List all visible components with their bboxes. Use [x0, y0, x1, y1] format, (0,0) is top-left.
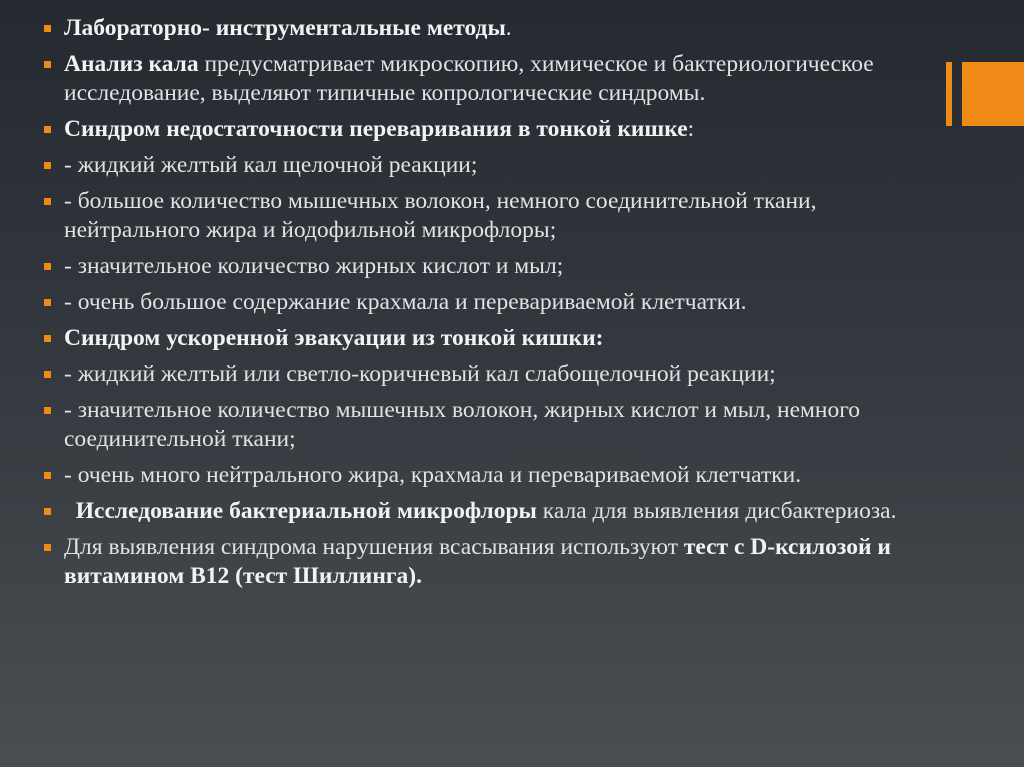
bullet-icon: [44, 61, 51, 68]
list-item: [44, 396, 956, 454]
item-text: :: [687, 116, 695, 142]
item-text: - жидкий желтый кал щелочной реакции;: [64, 152, 478, 178]
bullet-icon: [44, 472, 51, 479]
bullet-icon: [44, 544, 51, 551]
list-item: [44, 151, 956, 180]
item-text: - значительное количество мышечных волокон, жирных кислот и мыл, немного соединительной ткани;: [64, 397, 861, 452]
item-text: - жидкий желтый или светло-коричневый кал слабощелочной реакции;: [64, 361, 776, 387]
list-item: [44, 461, 956, 490]
list-item: [44, 533, 956, 591]
item-bold: тест с D-ксилозой и витамином В12 (тест Шиллинга).: [64, 534, 891, 589]
bullet-icon: [44, 371, 51, 378]
accent-bar-thick: [962, 62, 1024, 126]
item-text: - очень много нейтрального жира, крахмала и перевариваемой клетчатки.: [64, 462, 802, 488]
list-item: [44, 115, 956, 144]
item-bold: Анализ кала: [64, 51, 199, 77]
bullet-icon: [44, 263, 51, 270]
item-text: - значительное количество жирных кислот и мыл;: [64, 253, 564, 279]
bullet-list: [44, 14, 956, 598]
list-item: [44, 324, 956, 353]
list-item: [44, 288, 956, 317]
item-bold: Исследование бактериальной микрофлоры: [64, 498, 537, 524]
list-item: [44, 187, 956, 245]
bullet-icon: [44, 198, 51, 205]
list-item: [44, 497, 956, 526]
item-text: .: [505, 15, 512, 41]
item-text: предусматривает микроскопию, химическое и бактериологическое исследование, выделяют типичные копрологические синдромы.: [64, 51, 874, 106]
bullet-icon: [44, 335, 51, 342]
bullet-icon: [44, 299, 51, 306]
bullet-icon: [44, 508, 51, 515]
bullet-icon: [44, 162, 51, 169]
list-item: [44, 50, 956, 108]
item-text: кала для выявления дисбактериоза.: [536, 498, 897, 524]
item-text: - большое количество мышечных волокон, немного соединительной ткани, нейтрального жира и йодофильной микрофлоры;: [64, 188, 817, 243]
item-bold: Синдром ускоренной эвакуации из тонкой кишки:: [64, 325, 604, 351]
list-item: [44, 252, 956, 281]
bullet-icon: [44, 126, 51, 133]
item-text: - очень большое содержание крахмала и перевариваемой клетчатки.: [64, 289, 747, 315]
bullet-icon: [44, 25, 51, 32]
item-text: Для выявления синдрома нарушения всасывания используют: [64, 534, 684, 560]
list-item: [44, 360, 956, 389]
item-bold: Синдром недостаточности переваривания в тонкой кишке: [64, 116, 688, 142]
list-item: [44, 14, 956, 43]
bullet-icon: [44, 407, 51, 414]
item-bold: Лабораторно- инструментальные методы: [64, 15, 506, 41]
